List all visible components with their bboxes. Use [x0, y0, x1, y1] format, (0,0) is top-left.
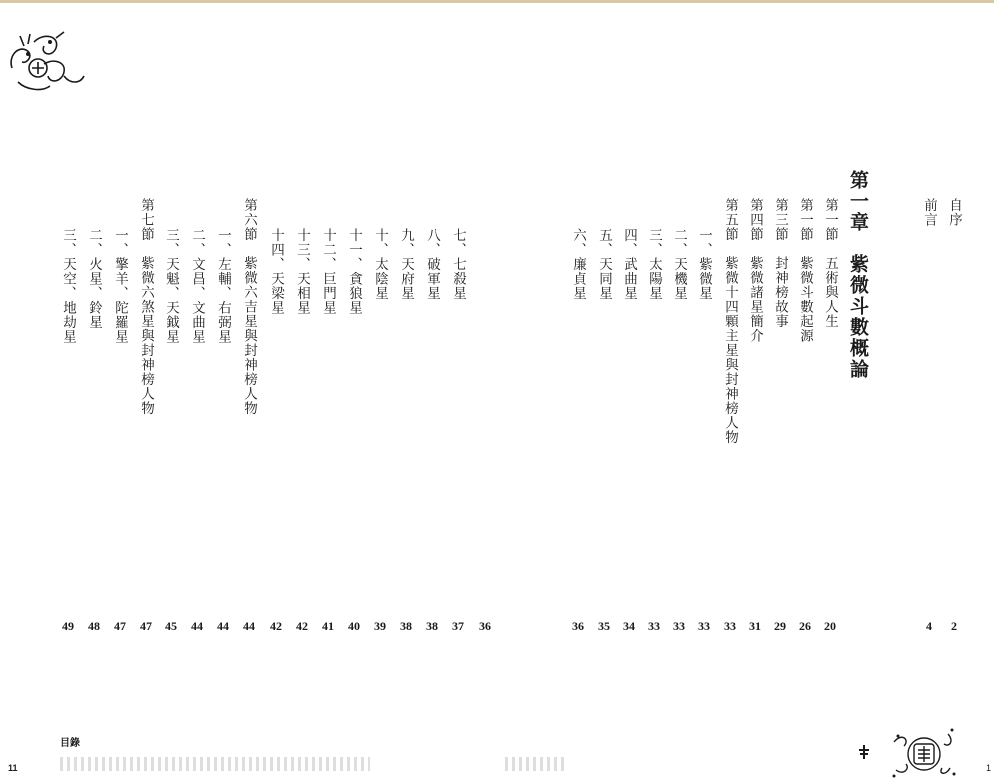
toc-entry[interactable] [592, 0, 616, 784]
toc-entry[interactable] [264, 0, 288, 784]
toc-entry[interactable] [942, 0, 966, 784]
toc-entry-page: 35 [598, 619, 610, 633]
toc-entry-label: 第一節 五術與人生 [822, 198, 838, 329]
toc-entry[interactable] [159, 0, 183, 784]
toc-entry[interactable] [667, 0, 691, 784]
toc-entry-label: 第七節 紫微六煞星與封神榜人物 [138, 198, 154, 416]
toc-entry[interactable] [446, 0, 470, 784]
toc-entry-page: 38 [400, 619, 412, 633]
toc-entry[interactable] [108, 0, 132, 784]
toc-entry-page: 42 [270, 619, 282, 633]
toc-entry-page: 33 [724, 619, 736, 633]
toc-entry-page: 26 [799, 619, 811, 633]
toc-entry[interactable] [917, 0, 941, 784]
toc-entry-page: 38 [426, 619, 438, 633]
toc-entry[interactable] [743, 0, 767, 784]
toc-entry[interactable] [134, 0, 158, 784]
longevity-medallion-icon [888, 724, 958, 780]
toc-entry-label: 一、紫微星 [696, 228, 712, 301]
toc-entry-label: 第四節 紫微諸星簡介 [747, 198, 763, 343]
toc-entry-page: 44 [243, 619, 255, 633]
toc-entry-page: 47 [140, 619, 152, 633]
toc-entry-label: 第三節 封神榜故事 [772, 198, 788, 329]
toc-entry[interactable] [718, 0, 742, 784]
toc-entry[interactable] [237, 0, 261, 784]
toc-entry-label: 三、天空、地劫星 [60, 228, 76, 344]
toc-entry-label: 十四、天梁星 [268, 228, 284, 315]
toc-entry[interactable] [342, 0, 366, 784]
toc-entry[interactable] [82, 0, 106, 784]
toc-entry-page: 42 [296, 619, 308, 633]
toc-entry[interactable] [793, 0, 817, 784]
toc-entry-page: 41 [322, 619, 334, 633]
toc-entry[interactable] [56, 0, 80, 784]
toc-entry-label: 三、太陽星 [646, 228, 662, 301]
toc-entry-label: 三、天魁、天鉞星 [163, 228, 179, 344]
toc-entry-page: 44 [191, 619, 203, 633]
toc-entry-page: 20 [824, 619, 836, 633]
toc-entry-page: 45 [165, 619, 177, 633]
toc-entry-label: 十三、天相星 [294, 228, 310, 315]
toc-entry[interactable] [420, 0, 444, 784]
toc-entry-page: 48 [88, 619, 100, 633]
toc-entry-page: 33 [648, 619, 660, 633]
toc-entry-page: 40 [348, 619, 360, 633]
toc-entry[interactable] [290, 0, 314, 784]
toc-entry[interactable] [185, 0, 209, 784]
toc-entry-page: 33 [673, 619, 685, 633]
toc-entry-page: 31 [749, 619, 761, 633]
toc-entry-page: 29 [774, 619, 786, 633]
toc-entry-page: 47 [114, 619, 126, 633]
toc-entry-label: 二、火星、鈴星 [86, 228, 102, 330]
toc-entry[interactable] [692, 0, 716, 784]
small-mark-icon [857, 744, 871, 760]
toc-entry-label: 第一節 紫微斗數起源 [797, 198, 813, 343]
toc-entry-label: 五、天同星 [596, 228, 612, 301]
toc-entry[interactable] [818, 0, 842, 784]
toc-chapter-title: 第一章 紫微斗數概論 [847, 170, 869, 380]
toc-entry-page: 49 [62, 619, 74, 633]
toc-entry-label: 一、左輔、右弼星 [215, 228, 231, 344]
toc-entry-label: 十二、巨門星 [320, 228, 336, 315]
page-number-left: 11 [8, 763, 18, 773]
toc-entry[interactable] [642, 0, 666, 784]
toc-entry[interactable] [394, 0, 418, 784]
toc-entry-label: 前言 [921, 198, 937, 227]
toc-entry-label: 一、擎羊、陀羅星 [112, 228, 128, 344]
footer-section-label: 目錄 [60, 738, 80, 749]
toc-entry-label: 自序 [946, 198, 962, 227]
toc-entry-label: 二、文昌、文曲星 [189, 228, 205, 344]
toc-entry-page: 2 [951, 619, 957, 633]
footer-print-noise [505, 757, 565, 771]
footer-print-noise [60, 757, 370, 771]
toc-entry-page: 36 [572, 619, 584, 633]
toc-entry-label: 九、天府星 [398, 228, 414, 301]
toc-entry-page: 39 [374, 619, 386, 633]
toc-entry-label: 十一、貪狼星 [346, 228, 362, 315]
page-number-right: 1 [986, 763, 992, 773]
toc-entry-label: 八、破軍星 [424, 228, 440, 301]
toc-entry-label: 六、廉貞星 [570, 228, 586, 301]
toc-entry[interactable] [368, 0, 392, 784]
toc-entry-label: 十、太陰星 [372, 228, 388, 301]
toc-entry-page: 34 [623, 619, 635, 633]
toc-entry[interactable] [617, 0, 641, 784]
toc-entry[interactable] [211, 0, 235, 784]
toc-entry-page: 44 [217, 619, 229, 633]
toc-entry-page: 33 [698, 619, 710, 633]
toc-entry-label: 二、天機星 [671, 228, 687, 301]
toc-entry[interactable] [473, 0, 497, 784]
toc-entry[interactable] [768, 0, 792, 784]
toc-entry-label: 七、七殺星 [450, 228, 466, 301]
toc-entry[interactable] [316, 0, 340, 784]
toc-entry[interactable] [566, 0, 590, 784]
toc-entry-page: 4 [926, 619, 932, 633]
toc-entry-label: 第六節 紫微六吉星與封神榜人物 [241, 198, 257, 416]
toc-entry-label: 第五節 紫微十四顆主星與封神榜人物 [722, 198, 738, 445]
toc-entry-page: 37 [452, 619, 464, 633]
toc-chapter-entry[interactable] [845, 0, 869, 784]
toc-entry-label: 四、武曲星 [621, 228, 637, 301]
toc-entry-page: 36 [479, 619, 491, 633]
